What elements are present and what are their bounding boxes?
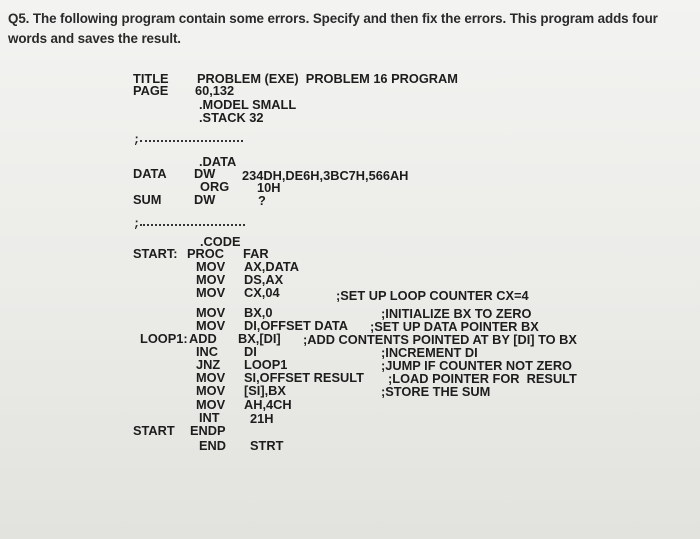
instr-comment: ;SET UP LOOP COUNTER CX=4 <box>336 288 529 303</box>
loop-label: LOOP1: <box>140 331 188 346</box>
instr-op: MOV <box>196 272 226 287</box>
sum-dw: DW <box>194 192 216 207</box>
data-directive: .DATA <box>199 154 237 169</box>
instr-arg: BX,0 <box>244 305 273 320</box>
start-proc: PROC <box>187 246 224 261</box>
instr-arg: LOOP1 <box>244 357 288 372</box>
instr-op: MOV <box>196 285 226 300</box>
instr-op: MOV <box>196 259 226 274</box>
instr-comment: ;JUMP IF COUNTER NOT ZERO <box>381 358 573 373</box>
end-op: END <box>199 438 227 453</box>
instr-comment: ;INITIALIZE BX TO ZERO <box>381 306 532 321</box>
instr-op: MOV <box>196 370 226 385</box>
sum-value: ? <box>258 193 266 208</box>
org-keyword: ORG <box>200 179 230 194</box>
instr-comment: ;SET UP DATA POINTER BX <box>370 319 539 334</box>
instr-arg: 21H <box>250 411 274 426</box>
separator-semicolon: ; <box>133 133 141 147</box>
instr-op: INC <box>196 344 219 359</box>
instr-arg: AH,4CH <box>244 397 292 412</box>
page-keyword: PAGE <box>133 83 169 98</box>
instr-op: MOV <box>196 397 226 412</box>
instr-arg: BX,[DI] <box>238 331 281 346</box>
instr-comment: ;ADD CONTENTS POINTED AT BY [DI] TO BX <box>303 332 577 347</box>
instr-comment: ;INCREMENT DI <box>381 345 478 360</box>
data-label: DATA <box>133 166 167 181</box>
instr-op: ADD <box>189 331 217 346</box>
instr-op: MOV <box>196 383 226 398</box>
separator-semicolon: ; <box>133 217 141 231</box>
separator-line <box>140 140 243 142</box>
instr-arg: AX,DATA <box>244 259 299 274</box>
instr-op: MOV <box>196 318 226 333</box>
instr-arg: CX,04 <box>244 285 280 300</box>
stack-directive: .STACK 32 <box>199 110 264 125</box>
end-arg: STRT <box>250 438 284 453</box>
title-text: PROBLEM (EXE) PROBLEM 16 PROGRAM <box>197 71 458 86</box>
start-far: FAR <box>243 246 269 261</box>
org-value: 10H <box>257 180 281 195</box>
instr-comment: ;STORE THE SUM <box>381 384 491 399</box>
sum-label: SUM <box>133 192 162 207</box>
separator-line <box>140 224 245 226</box>
code-directive: .CODE <box>200 234 241 249</box>
instr-comment: ;LOAD POINTER FOR RESULT <box>388 371 577 386</box>
endp-label: START <box>133 423 175 438</box>
question-text: Q5. The following program contain some errors. Specify and then fix the errors. This program adds four words and saves the result. <box>8 11 658 46</box>
start-label: START: <box>133 246 178 261</box>
data-values: 234DH,DE6H,3BC7H,566AH <box>242 168 409 183</box>
instr-arg: DI <box>244 344 257 359</box>
instr-op: JNZ <box>196 357 221 372</box>
instr-arg: DS,AX <box>244 272 284 287</box>
data-dw: DW <box>194 166 216 181</box>
instr-arg: [SI],BX <box>244 383 286 398</box>
page-value: 60,132 <box>195 83 235 98</box>
model-directive: .MODEL SMALL <box>199 97 297 112</box>
title-keyword: TITLE <box>133 71 169 86</box>
instr-op: INT <box>199 410 220 425</box>
instr-arg: DI,OFFSET DATA <box>244 318 349 333</box>
instr-arg: SI,OFFSET RESULT <box>244 370 364 385</box>
instr-op: MOV <box>196 305 226 320</box>
endp-op: ENDP <box>190 423 226 438</box>
